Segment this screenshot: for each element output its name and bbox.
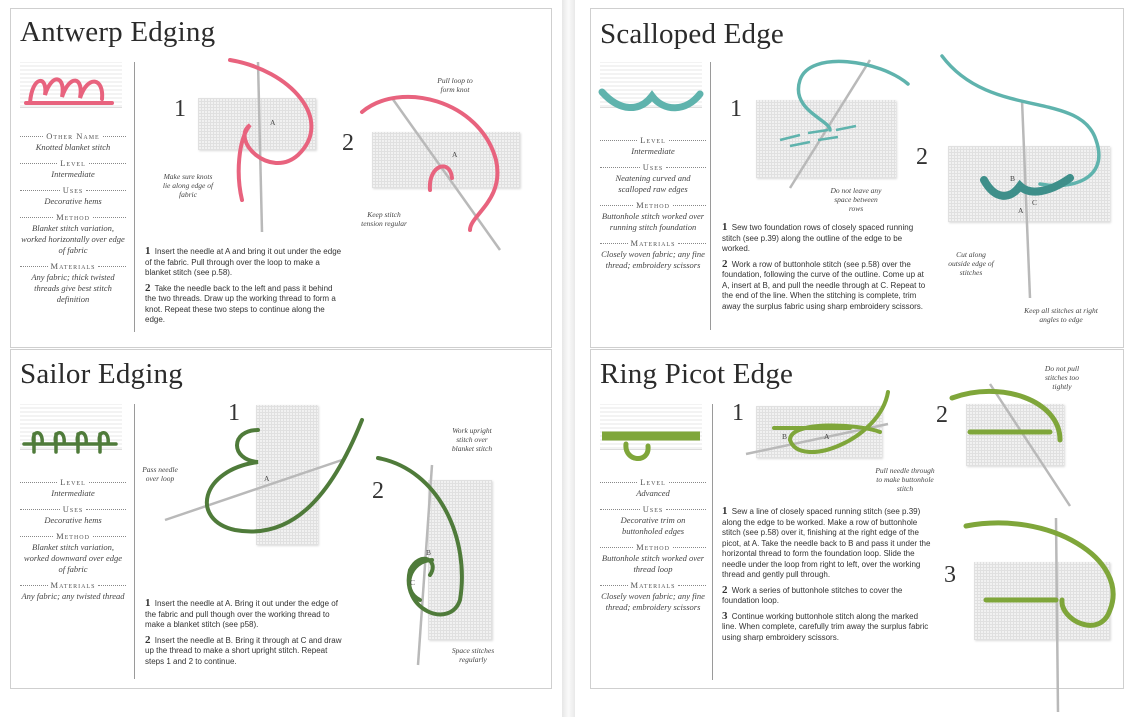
scalloped-step-1: 1 [730,96,742,122]
uses-heading: Uses [600,504,706,515]
sailor-step-2: 2 [372,478,384,504]
antwerp-instruction-1: 1 Insert the needle at A and bring it out under the edge of the fabric. Pull through over the loop to make a blanket stitch (see p.58). [145,245,342,277]
method-heading: Method [20,212,126,223]
ring-letter-b: B [782,432,788,441]
sailor-letter-b: B [426,548,432,557]
materials-value: Closely woven fabric; any fine thread; embroidery scissors [601,591,705,612]
uses-heading: Uses [20,504,126,515]
materials-heading: Materials [600,580,706,591]
sailor-letter-c: C [410,578,416,587]
ring-step-3: 3 [944,562,956,588]
antwerp-step-1: 1 [174,96,186,122]
ring-instruction-2: 2 Work a series of buttonhole stitches to cover the foundation loop. [722,583,903,605]
thread-8 [952,391,1060,440]
sailor-step-1: 1 [228,400,240,426]
antwerp-title: Antwerp Edging [20,16,216,48]
sailor-note-pass: Pass needle over loop [142,465,178,483]
uses-heading: Uses [20,185,126,196]
scalloped-instruction-2: 2 Work a row of buttonhole stitch (see p.58) over the foundation, following the curve of the outline. Come up at A, insert at B, and pull the needle through at C. Repeat to the end of the line. When the stitching is complete, trim away the surplus fabric using sharp embroidery scissors. [722,257,926,311]
method-value: Buttonhole stitch worked over thread loop [601,553,705,574]
method-value: Blanket stitch variation, worked horizontally over edge of fabric [21,223,125,255]
sailor-instruction-1: 1 Insert the needle at A. Bring it out under the edge of the fabric and pull though over the working thread to make a blanket stitch (see p58). [145,597,338,629]
antwerp-note-pull: Pull loop to form knot [437,76,473,94]
level-heading: Level [20,477,126,488]
scalloped-note-right: Keep all stitches at right angles to edge [1024,306,1098,324]
sailor-instruction-2: 2 Insert the needle at B. Bring it through at C and draw up the thread to make a short upright stitch. Repeat steps 1 and 2 to continue. [145,633,342,666]
other-name-heading: Other Name [20,131,126,142]
scalloped-note-gaps: Do not leave any space between rows [830,186,882,213]
scalloped-letter-c: C [1032,198,1038,207]
method-value: Buttonhole stitch worked over running stitch foundation [601,211,705,232]
antwerp-letter-a-2: A [452,150,458,159]
ring-instruction-3: 3 Continue working buttonhole stitch along the marked line. When complete, carefully trim away the surplus fabric using sharp embroidery scissors. [722,609,929,642]
scalloped-letter-b: B [1010,174,1016,183]
sailor-note-space: Space stitches regularly [451,646,495,664]
ring-title: Ring Picot Edge [600,358,794,390]
sailor-note-upright: Work upright stitch over blanket stitch [451,426,493,453]
level-value: Advanced [636,488,670,498]
scalloped-letter-a: A [1018,206,1024,215]
uses-value: Decorative trim on buttonholed edges [620,515,686,536]
scalloped-step-2: 2 [916,144,928,170]
sailor-letter-a: A [264,474,270,483]
method-heading: Method [20,531,126,542]
other-name-value: Knotted blanket stitch [35,142,111,152]
level-heading: Level [20,158,126,169]
method-heading: Method [600,200,706,211]
method-value: Blanket stitch variation, worked downward over edge of fabric [23,542,123,574]
materials-value: Closely woven fabric; any fine thread; embroidery scissors [601,249,705,270]
thread-9 [966,523,1113,625]
scalloped-note-cut: Cut along outside edge of stitches [948,250,994,277]
level-heading: Level [600,477,706,488]
scalloped-title: Scalloped Edge [600,18,784,50]
ring-letter-a: A [824,432,830,441]
ring-step-2: 2 [936,402,948,428]
method-heading: Method [600,542,706,553]
materials-heading: Materials [600,238,706,249]
antwerp-instruction-2: 2 Take the needle back to the left and pass it behind the two threads. Draw up the working thread to form a knot. Repeat these two steps to continue along the edge. [145,281,336,324]
ring-instruction-1: 1 Sew a line of closely spaced running stitch (see p.39) along the edge to be worked. Make a row of buttonhole stitch (see p.58) over it, finishing at the right edge of the picot, at A. Take the needle back to B and pass it under the horizontal thread to form the foundation loop. Slide the needle under the loop from right to left, over the working thread and gently pull through. [722,505,931,579]
uses-value: Decorative hems [44,196,102,206]
uses-value: Decorative hems [44,515,102,525]
materials-value: Any fabric; any twisted thread [21,591,125,601]
level-value: Intermediate [631,146,675,156]
antwerp-note-loop: Make sure knots lie along edge of fabric [162,172,214,199]
level-value: Intermediate [51,169,95,179]
needle-9 [1056,518,1058,712]
scalloped-instruction-1: 1 Sew two foundation rows of closely spaced running stitch (see p.39) along the outline of the edge to be worked. [722,221,914,253]
ring-note-pull: Pull needle through to make buttonhole stitch [875,466,935,493]
antwerp-note-keep: Keep stitch tension regular [361,210,407,228]
ring-step-1: 1 [732,400,744,426]
ring-note-tight: Do not pull stitches too tightly [1044,364,1080,391]
level-heading: Level [600,135,706,146]
sailor-title: Sailor Edging [20,358,183,390]
materials-heading: Materials [20,261,126,272]
uses-heading: Uses [600,162,706,173]
uses-value: Neatening curved and scalloped raw edges [615,173,691,194]
thread-7 [774,392,888,452]
antwerp-letter-a: A [270,118,276,127]
level-value: Intermediate [51,488,95,498]
materials-heading: Materials [20,580,126,591]
ring-instructions [722,506,932,647]
antwerp-step-2: 2 [342,130,354,156]
materials-value: Any fabric; thick twisted threads give best stitch definition [31,272,115,304]
